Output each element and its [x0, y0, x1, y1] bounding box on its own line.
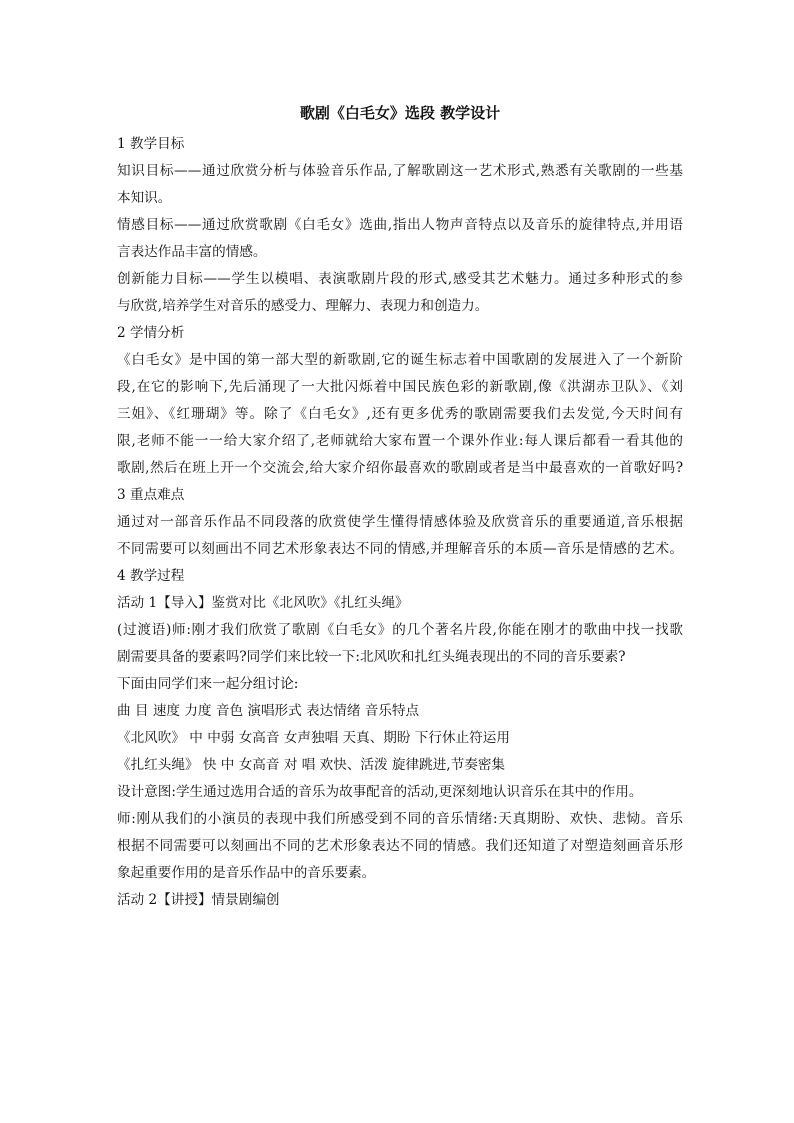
text-line: 象起重要作用的是音乐作品中的音乐要素。	[117, 865, 376, 881]
text-line: 歌剧,然后在班上开一个交流会,给大家介绍你最喜欢的歌剧或者是当中最喜欢的一首歌好吗?	[117, 460, 683, 476]
document-lines	[117, 131, 683, 914]
text-line: (过渡语)师:刚才我们欣赏了歌剧《白毛女》的几个著名片段,你能在刚才的歌曲中找一找歌	[117, 622, 683, 638]
text-line: 限,老师不能一一给大家介绍了,老师就给大家布置一个课外作业:每人课后都看一看其他的	[117, 433, 683, 449]
text-line: 三姐》、《红珊瑚》等。除了《白毛女》,还有更多优秀的歌剧需要我们去发觉,今天时间有	[117, 406, 683, 422]
text-line: 情感目标——通过欣赏歌剧《白毛女》选曲,指出人物声音特点以及音乐的旋律特点,并用语	[117, 217, 683, 233]
text-line: 《北风吹》 中 中弱 女高音 女声独唱 天真、期盼 下行休止符运用	[117, 730, 510, 746]
text-line: 4 教学过程	[117, 568, 185, 584]
text-line: 《扎红头绳》 快 中 女高音 对 唱 欢快、活泼 旋律跳进,节奏密集	[117, 757, 506, 773]
text-line: 与欣赏,培养学生对音乐的感受力、理解力、表现力和创造力。	[117, 298, 489, 314]
text-line: 2 学情分析	[117, 325, 185, 341]
text-line: 本知识。	[117, 190, 172, 206]
text-line: 剧需要具备的要素吗?同学们来比较一下:北风吹和扎红头绳表现出的不同的音乐要素?	[117, 649, 626, 665]
text-line: 言表达作品丰富的情感。	[117, 244, 267, 260]
text-line: 活动 1【导入】鉴赏对比《北风吹》《扎红头绳》	[117, 595, 409, 611]
document-title: 歌剧《白毛女》选段 教学设计	[299, 104, 501, 122]
text-line: 段,在它的影响下,先后涌现了一大批闪烁着中国民族色彩的新歌剧,像《洪湖赤卫队》、《刘	[117, 379, 683, 395]
text-line: 不同需要可以刻画出不同艺术形象表达不同的情感,并理解音乐的本质—音乐是情感的艺术。	[117, 541, 683, 557]
text-line: 根据不同需要可以刻画出不同的艺术形象表达不同的情感。我们还知道了对塑造刻画音乐形	[117, 838, 683, 854]
text-line: 师:刚从我们的小演员的表现中我们所感受到不同的音乐情绪:天真期盼、欢快、悲恸。音乐	[117, 811, 683, 827]
text-line: 通过对一部音乐作品不同段落的欣赏使学生懂得情感体验及欣赏音乐的重要通道,音乐根据	[117, 514, 683, 530]
text-line: 1 教学目标	[117, 136, 185, 152]
text-line: 知识目标——通过欣赏分析与体验音乐作品,了解歌剧这一艺术形式,熟悉有关歌剧的一些基	[117, 163, 683, 179]
text-line: 活动 2【讲授】情景剧编创	[117, 892, 280, 908]
text-line: 3 重点难点	[117, 487, 185, 503]
text-line: 曲 目 速度 力度 音色 演唱形式 表达情绪 音乐特点	[117, 703, 420, 719]
text-line: 设计意图:学生通过选用合适的音乐为故事配音的活动,更深刻地认识音乐在其中的作用。	[117, 784, 643, 800]
text-line: 创新能力目标——学生以模唱、表演歌剧片段的形式,感受其艺术魅力。通过多种形式的参	[117, 271, 683, 287]
text-line: 《白毛女》是中国的第一部大型的新歌剧,它的诞生标志着中国歌剧的发展进入了一个新阶	[117, 352, 683, 368]
document-body	[117, 100, 683, 914]
text-line: 下面由同学们来一起分组讨论:	[117, 676, 299, 692]
